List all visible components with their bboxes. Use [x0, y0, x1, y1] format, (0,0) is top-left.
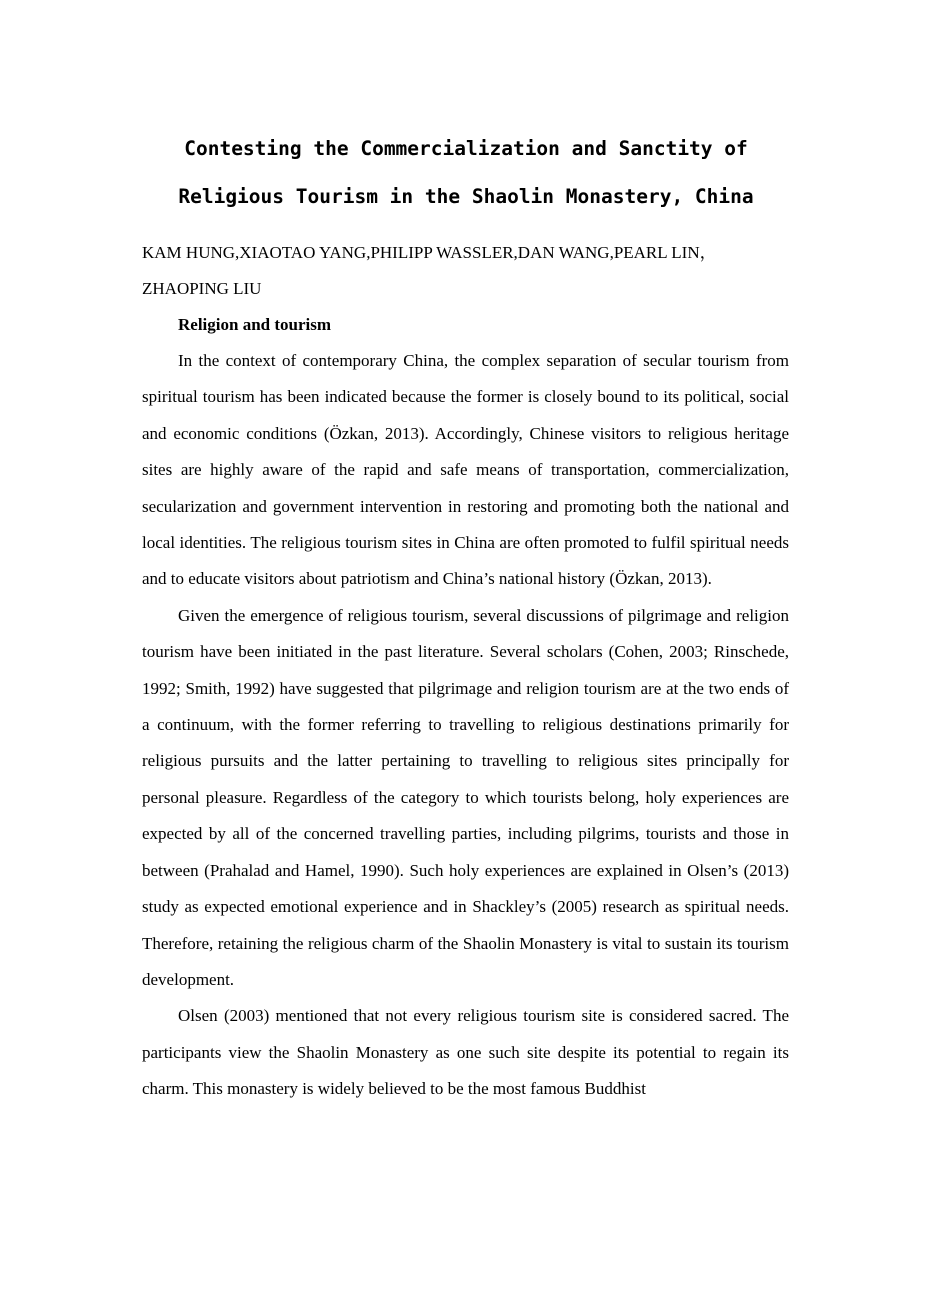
body-text [142, 343, 789, 1108]
paragraph-2: Given the emergence of religious tourism, several discussions of pilgrimage and religion tourism have been initiated in the past literature. Several scholars (Cohen, 2003; Rinschede, 1992; Smith, 1992) have suggested that pilgrimage and religion tourism are at the two ends of a continuum, with the former referring to travelling to religious destinations primarily for religious pursuits and the latter pertaining to travelling to religious sites principally for personal pleasure. Regardless of the category to which tourists belong, holy experiences are expected by all of the concerned travelling parties, including pilgrims, tourists and those in between (Prahalad and Hamel, 1990). Such holy experiences are explained in Olsen’s (2013) study as expected emotional experience and in Shackley’s (2005) research as spiritual needs. Therefore, retaining the religious charm of the Shaolin Monastery is vital to sustain its tourism development. [142, 605, 789, 989]
section-heading: Religion and tourism [178, 315, 332, 334]
paragraph-3: Olsen (2003) mentioned that not every religious tourism site is considered sacred. The participants view the Shaolin Monastery as one such site despite its potential to regain its charm. This monastery is widely believed to be the most famous Buddhist [142, 1006, 789, 1099]
author-list: KAM HUNG,XIAOTAO YANG,PHILIPP WASSLER,DAN WANG,PEARL LIN，ZHAOPING LIU [142, 243, 717, 299]
paragraph-1: In the context of contemporary China, the complex separation of secular tourism from spiritual tourism has been indicated because the former is closely bound to its political, social and economic conditions (Özkan, 2013). Accordingly, Chinese visitors to religious heritage sites are highly aware of the rapid and safe means of transportation, commercialization, secularization and government intervention in restoring and promoting both the national and local identities. The religious tourism sites in China are often promoted to fulfil spiritual needs and to educate visitors about patriotism and China’s national history (Özkan, 2013). [142, 351, 789, 589]
title-line-2: Religious Tourism in the Shaolin Monastery, China [178, 185, 754, 208]
title-line-1: Contesting the Commercialization and Sanctity of [184, 137, 748, 160]
